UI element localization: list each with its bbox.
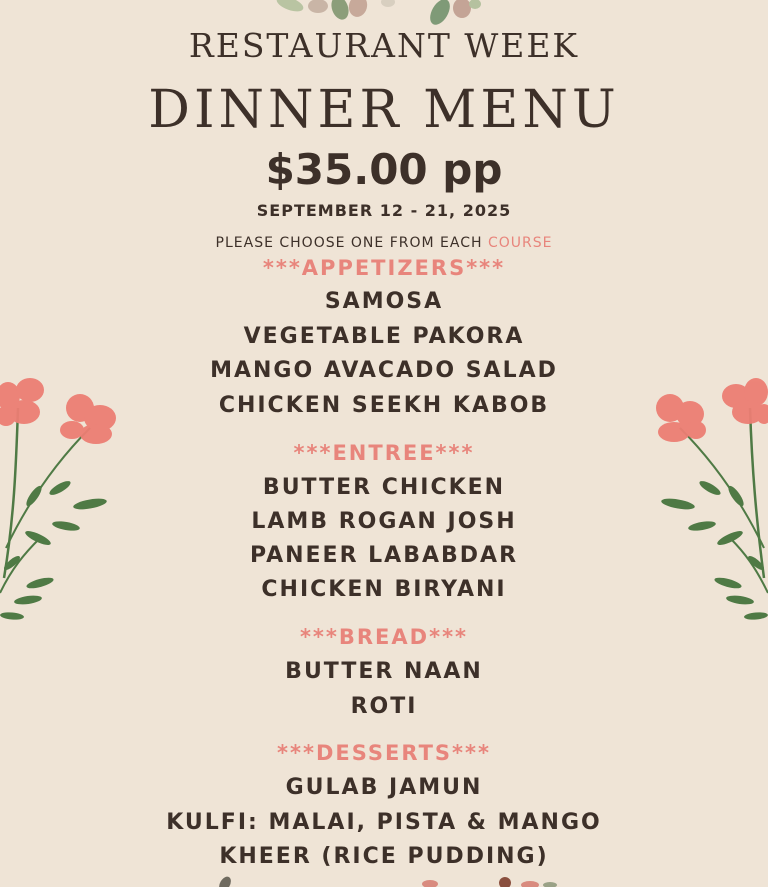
instruction-text: PLEASE CHOOSE ONE FROM EACH	[215, 235, 483, 251]
menu-item: VEGETABLE PAKORA	[243, 324, 525, 349]
dates: SEPTEMBER 12 - 21, 2025	[256, 201, 512, 220]
menu-item: PANEER LABABDAR	[249, 543, 519, 568]
event-name: RESTAURANT WEEK	[188, 26, 580, 65]
menu-item: LAMB ROGAN JOSH	[251, 509, 517, 534]
menu-item: MANGO AVACADO SALAD	[210, 358, 558, 383]
section-heading-desserts: ***DESSERTS***	[277, 741, 491, 765]
instruction-accent: COURSE	[487, 235, 553, 251]
menu-item: KHEER (RICE PUDDING)	[219, 844, 549, 869]
menu-item: ROTI	[350, 694, 418, 719]
menu-item: CHICKEN BIRYANI	[261, 577, 507, 602]
price: $35.00 pp	[265, 145, 503, 194]
menu-item: BUTTER NAAN	[285, 659, 483, 684]
section-heading-bread: ***BREAD***	[299, 625, 469, 649]
instruction	[0, 235, 768, 251]
menu-item: GULAB JAMUN	[285, 775, 483, 800]
menu-item: SAMOSA	[324, 289, 444, 314]
bottom-leaf-cluster-icon	[210, 874, 560, 887]
section-heading-entree: ***ENTREE***	[293, 441, 475, 465]
section-heading-appetizers: ***APPETIZERS***	[262, 256, 506, 280]
page-title: DINNER MENU	[148, 80, 620, 140]
menu-item: BUTTER CHICKEN	[262, 475, 506, 500]
menu-item: KULFI: MALAI, PISTA & MANGO	[166, 810, 602, 835]
top-leaf-cluster-icon	[270, 0, 500, 28]
menu-item: CHICKEN SEEKH KABOB	[218, 393, 550, 418]
